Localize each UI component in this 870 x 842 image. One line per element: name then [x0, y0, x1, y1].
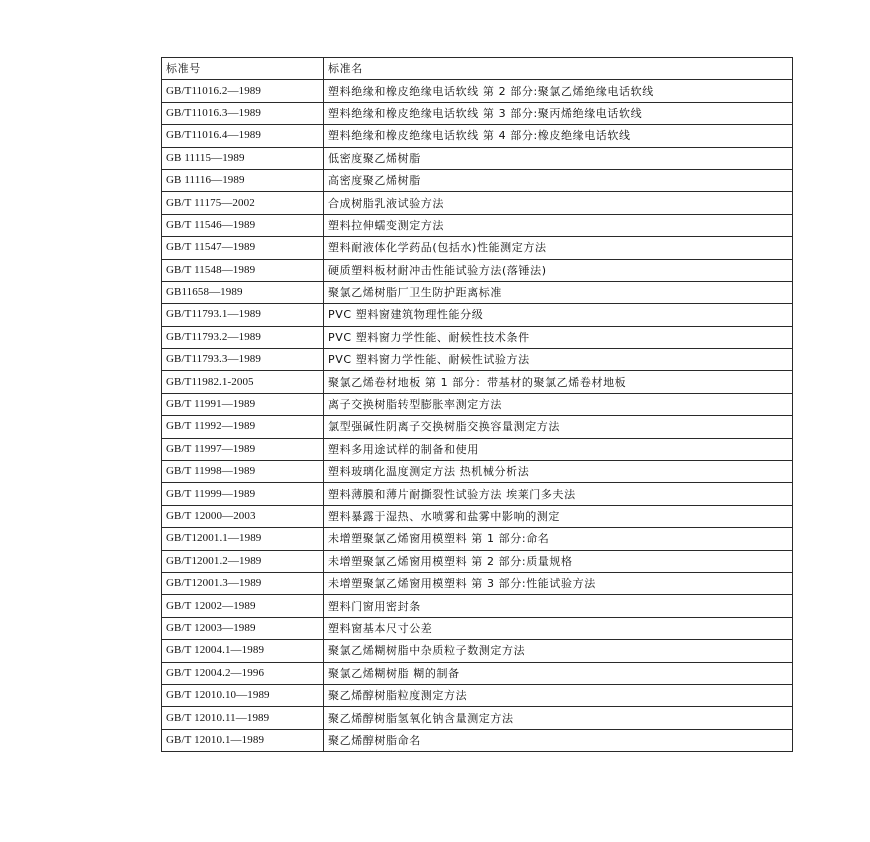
standard-name-cell: 合成树脂乳液试验方法 [324, 192, 793, 214]
standard-number-cell: GB/T11793.2—1989 [162, 326, 324, 348]
table-row [162, 192, 793, 214]
standard-number-cell: GB/T11793.3—1989 [162, 349, 324, 371]
table-row [162, 281, 793, 303]
standard-number-cell: GB/T 11175—2002 [162, 192, 324, 214]
standard-number-cell: GB/T 12004.1—1989 [162, 640, 324, 662]
standard-number-cell: GB/T 11999—1989 [162, 483, 324, 505]
standard-name-cell: PVC 塑料窗力学性能、耐候性技术条件 [324, 326, 793, 348]
table-row [162, 102, 793, 124]
standard-name-cell: 塑料绝缘和橡皮绝缘电话软线 第 2 部分:聚氯乙烯绝缘电话软线 [324, 80, 793, 102]
standard-number-cell: GB/T11016.4—1989 [162, 125, 324, 147]
standard-name-cell: 塑料薄膜和薄片耐撕裂性试验方法 埃莱门多夫法 [324, 483, 793, 505]
table-row [162, 393, 793, 415]
standard-name-cell: 低密度聚乙烯树脂 [324, 147, 793, 169]
standard-number-cell: GB/T 11991—1989 [162, 393, 324, 415]
header-row [162, 58, 793, 80]
standard-number-cell: GB/T11016.3—1989 [162, 102, 324, 124]
table-row [162, 707, 793, 729]
standard-name-cell: 未增塑聚氯乙烯窗用模塑料 第 2 部分:质量规格 [324, 550, 793, 572]
standard-name-cell: 聚乙烯醇树脂命名 [324, 729, 793, 751]
standard-number-cell: GB/T 12010.11—1989 [162, 707, 324, 729]
standard-number-cell: GB/T 12010.10—1989 [162, 684, 324, 706]
standard-name-cell: 硬质塑料板材耐冲击性能试验方法(落锤法) [324, 259, 793, 281]
table-row [162, 304, 793, 326]
standard-number-cell: GB/T 11548—1989 [162, 259, 324, 281]
standard-number-cell: GB/T12001.3—1989 [162, 572, 324, 594]
header-standard-name: 标准名 [324, 58, 793, 80]
standard-number-cell: GB/T 11992—1989 [162, 416, 324, 438]
standard-number-cell: GB 11116—1989 [162, 169, 324, 191]
table-row [162, 416, 793, 438]
standard-name-cell: PVC 塑料窗力学性能、耐候性试验方法 [324, 349, 793, 371]
standard-name-cell: 未增塑聚氯乙烯窗用模塑料 第 3 部分:性能试验方法 [324, 572, 793, 594]
standard-name-cell: 塑料玻璃化温度测定方法 热机械分析法 [324, 461, 793, 483]
standard-name-cell: 聚乙烯醇树脂氢氧化钠含量测定方法 [324, 707, 793, 729]
table-row [162, 684, 793, 706]
standard-name-cell: 塑料窗基本尺寸公差 [324, 617, 793, 639]
table-row [162, 326, 793, 348]
table-row [162, 169, 793, 191]
standard-number-cell: GB/T 12003—1989 [162, 617, 324, 639]
table-row [162, 80, 793, 102]
standard-name-cell: 聚氯乙烯糊树脂 糊的制备 [324, 662, 793, 684]
table-row [162, 259, 793, 281]
table-row [162, 640, 793, 662]
table-body [162, 80, 793, 752]
standard-number-cell: GB/T 12000—2003 [162, 505, 324, 527]
standard-name-cell: 塑料耐液体化学药品(包括水)性能测定方法 [324, 237, 793, 259]
standard-number-cell: GB/T12001.1—1989 [162, 528, 324, 550]
standard-name-cell: 聚乙烯醇树脂粒度测定方法 [324, 684, 793, 706]
standard-number-cell: GB/T 11998—1989 [162, 461, 324, 483]
standard-number-cell: GB11658—1989 [162, 281, 324, 303]
table-row [162, 729, 793, 751]
table-row [162, 483, 793, 505]
table-row [162, 505, 793, 527]
standard-number-cell: GB/T11982.1-2005 [162, 371, 324, 393]
standard-name-cell: 聚氯乙烯卷材地板 第 1 部分：带基材的聚氯乙烯卷材地板 [324, 371, 793, 393]
standard-number-cell: GB/T 12002—1989 [162, 595, 324, 617]
table-row [162, 595, 793, 617]
standard-name-cell: 聚氯乙烯糊树脂中杂质粒子数测定方法 [324, 640, 793, 662]
table-row [162, 147, 793, 169]
table-row [162, 461, 793, 483]
standard-number-cell: GB/T 11547—1989 [162, 237, 324, 259]
table-row [162, 572, 793, 594]
standard-name-cell: 离子交换树脂转型膨胀率测定方法 [324, 393, 793, 415]
standard-name-cell: 塑料门窗用密封条 [324, 595, 793, 617]
standard-name-cell: 塑料拉伸蠕变测定方法 [324, 214, 793, 236]
table-row [162, 349, 793, 371]
header-standard-number: 标准号 [162, 58, 324, 80]
standard-name-cell: 高密度聚乙烯树脂 [324, 169, 793, 191]
table-row [162, 662, 793, 684]
standard-number-cell: GB/T 11997—1989 [162, 438, 324, 460]
standard-name-cell: 氯型强碱性阴离子交换树脂交换容量测定方法 [324, 416, 793, 438]
table-row [162, 214, 793, 236]
table-row [162, 617, 793, 639]
table-row [162, 438, 793, 460]
standard-number-cell: GB/T 12004.2—1996 [162, 662, 324, 684]
standard-name-cell: 未增塑聚氯乙烯窗用模塑料 第 1 部分:命名 [324, 528, 793, 550]
table-row [162, 550, 793, 572]
standard-name-cell: PVC 塑料窗建筑物理性能分级 [324, 304, 793, 326]
table-row [162, 237, 793, 259]
standard-name-cell: 塑料暴露于湿热、水喷雾和盐雾中影响的测定 [324, 505, 793, 527]
standard-name-cell: 塑料绝缘和橡皮绝缘电话软线 第 3 部分:聚丙烯绝缘电话软线 [324, 102, 793, 124]
standard-name-cell: 聚氯乙烯树脂厂卫生防护距离标准 [324, 281, 793, 303]
standard-number-cell: GB/T 11546—1989 [162, 214, 324, 236]
standard-number-cell: GB/T11016.2—1989 [162, 80, 324, 102]
table-row [162, 528, 793, 550]
table-row [162, 125, 793, 147]
table-row [162, 371, 793, 393]
standard-number-cell: GB/T12001.2—1989 [162, 550, 324, 572]
standard-number-cell: GB/T11793.1—1989 [162, 304, 324, 326]
standard-name-cell: 塑料多用途试样的制备和使用 [324, 438, 793, 460]
standard-number-cell: GB 11115—1989 [162, 147, 324, 169]
standards-table [161, 57, 793, 752]
standard-name-cell: 塑料绝缘和橡皮绝缘电话软线 第 4 部分:橡皮绝缘电话软线 [324, 125, 793, 147]
standard-number-cell: GB/T 12010.1—1989 [162, 729, 324, 751]
